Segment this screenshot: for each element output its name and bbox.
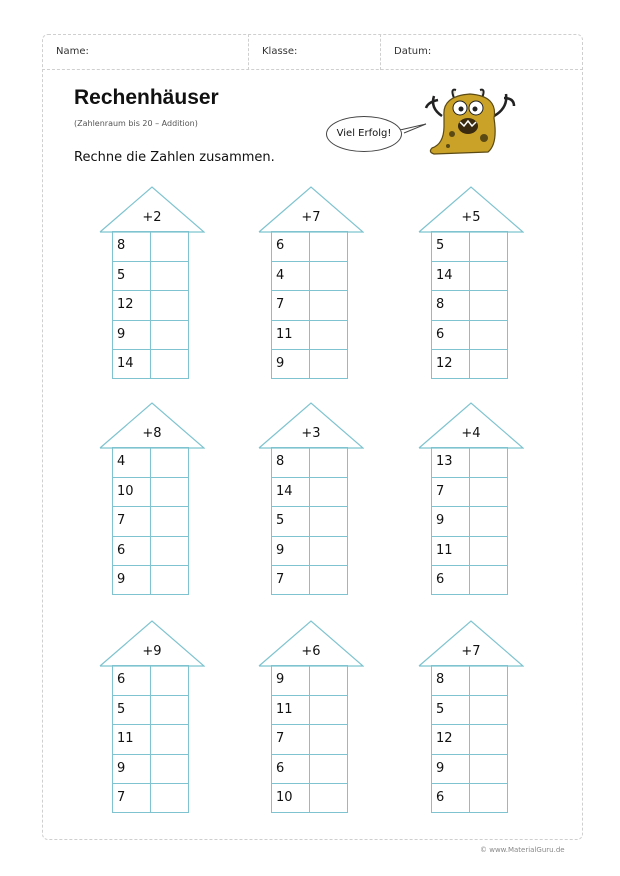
speech-bubble-text: Viel Erfolg!: [336, 128, 392, 139]
answer-cell[interactable]: [470, 537, 507, 565]
roof-operand: +7: [301, 210, 321, 225]
answer-cell[interactable]: [151, 666, 188, 695]
header-divider: [380, 34, 381, 70]
answer-cell[interactable]: [151, 291, 188, 319]
house-row: [113, 724, 188, 753]
house-row: [432, 536, 507, 565]
house-row: [113, 666, 188, 695]
start-number: 7: [113, 507, 151, 535]
house-row: [113, 477, 188, 506]
start-number: 10: [113, 478, 151, 506]
house-row: [432, 666, 507, 695]
number-house: [99, 620, 209, 820]
start-number: 6: [272, 232, 310, 261]
house-row: [432, 320, 507, 349]
answer-cell[interactable]: [151, 478, 188, 506]
start-number: 9: [113, 321, 151, 349]
house-row: [432, 261, 507, 290]
house-row: [272, 506, 347, 535]
start-number: 6: [432, 784, 470, 812]
house-row: [113, 695, 188, 724]
start-number: 12: [432, 725, 470, 753]
answer-cell[interactable]: [310, 507, 347, 535]
start-number: 5: [272, 507, 310, 535]
answer-cell[interactable]: [151, 696, 188, 724]
name-label: Name:: [56, 46, 89, 57]
house-row: [113, 290, 188, 319]
answer-cell[interactable]: [310, 696, 347, 724]
speech-bubble: [326, 116, 402, 152]
answer-cell[interactable]: [151, 537, 188, 565]
start-number: 9: [113, 566, 151, 594]
start-number: 8: [432, 291, 470, 319]
answer-cell[interactable]: [151, 784, 188, 812]
house-row: [113, 536, 188, 565]
answer-cell[interactable]: [310, 262, 347, 290]
answer-cell[interactable]: [310, 448, 347, 477]
house-row: [432, 754, 507, 783]
start-number: 14: [272, 478, 310, 506]
answer-cell[interactable]: [470, 350, 507, 378]
start-number: 6: [113, 537, 151, 565]
house-row: [113, 754, 188, 783]
house-row: [272, 290, 347, 319]
header-row: [42, 34, 583, 70]
answer-cell[interactable]: [151, 755, 188, 783]
roof-operand: +5: [461, 210, 481, 225]
start-number: 6: [432, 566, 470, 594]
answer-cell[interactable]: [310, 321, 347, 349]
house-row: [113, 565, 188, 594]
start-number: 13: [432, 448, 470, 477]
house-row: [113, 320, 188, 349]
answer-cell[interactable]: [151, 725, 188, 753]
house-table: [112, 665, 189, 813]
number-house: [258, 402, 368, 602]
house-row: [432, 506, 507, 535]
start-number: 9: [432, 507, 470, 535]
answer-cell[interactable]: [151, 321, 188, 349]
house-row: [272, 666, 347, 695]
class-label: Klasse:: [262, 46, 298, 57]
start-number: 9: [432, 755, 470, 783]
start-number: 8: [432, 666, 470, 695]
start-number: 12: [113, 291, 151, 319]
start-number: 6: [113, 666, 151, 695]
answer-cell[interactable]: [470, 262, 507, 290]
answer-cell[interactable]: [470, 666, 507, 695]
answer-cell[interactable]: [310, 725, 347, 753]
house-row: [272, 448, 347, 477]
house-row: [272, 261, 347, 290]
house-row: [432, 349, 507, 378]
house-table: [271, 231, 348, 379]
answer-cell[interactable]: [470, 232, 507, 261]
answer-cell[interactable]: [310, 291, 347, 319]
start-number: 14: [432, 262, 470, 290]
number-house: [418, 620, 528, 820]
answer-cell[interactable]: [310, 666, 347, 695]
answer-cell[interactable]: [470, 478, 507, 506]
answer-cell[interactable]: [310, 478, 347, 506]
answer-cell[interactable]: [470, 448, 507, 477]
start-number: 5: [113, 262, 151, 290]
roof-operand: +4: [461, 426, 481, 441]
house-table: [431, 447, 508, 595]
answer-cell[interactable]: [470, 725, 507, 753]
page-title: Rechenhäuser: [74, 86, 219, 109]
roof-operand: +3: [301, 426, 321, 441]
house-row: [272, 695, 347, 724]
start-number: 4: [113, 448, 151, 477]
start-number: 6: [432, 321, 470, 349]
house-row: [272, 232, 347, 261]
house-row: [272, 320, 347, 349]
page-subtitle: (Zahlenraum bis 20 – Addition): [74, 119, 198, 128]
start-number: 7: [272, 725, 310, 753]
roof-operand: +9: [142, 644, 162, 659]
answer-cell[interactable]: [470, 755, 507, 783]
house-row: [432, 232, 507, 261]
house-row: [432, 783, 507, 812]
start-number: 9: [272, 666, 310, 695]
start-number: 5: [432, 232, 470, 261]
house-row: [272, 477, 347, 506]
monster-mascot-icon: [424, 86, 516, 160]
house-row: [113, 349, 188, 378]
house-table: [431, 231, 508, 379]
house-row: [113, 506, 188, 535]
answer-cell[interactable]: [151, 262, 188, 290]
answer-cell[interactable]: [470, 696, 507, 724]
answer-cell[interactable]: [310, 537, 347, 565]
start-number: 9: [272, 350, 310, 378]
roof-operand: +6: [301, 644, 321, 659]
answer-cell[interactable]: [470, 291, 507, 319]
header-divider: [248, 34, 249, 70]
start-number: 6: [272, 755, 310, 783]
number-house: [258, 620, 368, 820]
house-table: [271, 447, 348, 595]
house-row: [432, 477, 507, 506]
answer-cell[interactable]: [151, 350, 188, 378]
start-number: 10: [272, 784, 310, 812]
roof-operand: +7: [461, 644, 481, 659]
house-row: [432, 724, 507, 753]
number-house: [418, 402, 528, 602]
start-number: 11: [432, 537, 470, 565]
start-number: 11: [113, 725, 151, 753]
date-label: Datum:: [394, 46, 432, 57]
start-number: 7: [432, 478, 470, 506]
answer-cell[interactable]: [310, 755, 347, 783]
roof-operand: +8: [142, 426, 162, 441]
start-number: 7: [113, 784, 151, 812]
answer-cell[interactable]: [470, 507, 507, 535]
answer-cell[interactable]: [310, 232, 347, 261]
answer-cell[interactable]: [151, 507, 188, 535]
answer-cell[interactable]: [310, 784, 347, 812]
house-row: [272, 565, 347, 594]
start-number: 4: [272, 262, 310, 290]
house-row: [113, 261, 188, 290]
start-number: 8: [272, 448, 310, 477]
house-row: [272, 724, 347, 753]
house-row: [272, 349, 347, 378]
answer-cell[interactable]: [151, 232, 188, 261]
house-row: [432, 448, 507, 477]
start-number: 7: [272, 566, 310, 594]
answer-cell[interactable]: [310, 350, 347, 378]
start-number: 9: [113, 755, 151, 783]
roof-operand: +2: [142, 210, 162, 225]
answer-cell[interactable]: [151, 566, 188, 594]
house-row: [113, 783, 188, 812]
start-number: 5: [432, 696, 470, 724]
start-number: 5: [113, 696, 151, 724]
answer-cell[interactable]: [470, 321, 507, 349]
number-house: [99, 402, 209, 602]
start-number: 11: [272, 321, 310, 349]
house-row: [272, 536, 347, 565]
number-house: [418, 186, 528, 386]
copyright-footer: © www.MaterialGuru.de: [480, 846, 565, 854]
house-row: [272, 754, 347, 783]
house-row: [432, 695, 507, 724]
house-row: [432, 290, 507, 319]
house-table: [112, 231, 189, 379]
house-row: [113, 448, 188, 477]
answer-cell[interactable]: [151, 448, 188, 477]
house-row: [113, 232, 188, 261]
house-table: [271, 665, 348, 813]
start-number: 9: [272, 537, 310, 565]
answer-cell[interactable]: [470, 784, 507, 812]
number-house: [258, 186, 368, 386]
start-number: 12: [432, 350, 470, 378]
house-table: [431, 665, 508, 813]
start-number: 14: [113, 350, 151, 378]
house-row: [432, 565, 507, 594]
number-house: [99, 186, 209, 386]
start-number: 7: [272, 291, 310, 319]
start-number: 8: [113, 232, 151, 261]
answer-cell[interactable]: [470, 566, 507, 594]
start-number: 11: [272, 696, 310, 724]
house-table: [112, 447, 189, 595]
instruction-text: Rechne die Zahlen zusammen.: [74, 150, 275, 165]
answer-cell[interactable]: [310, 566, 347, 594]
house-row: [272, 783, 347, 812]
